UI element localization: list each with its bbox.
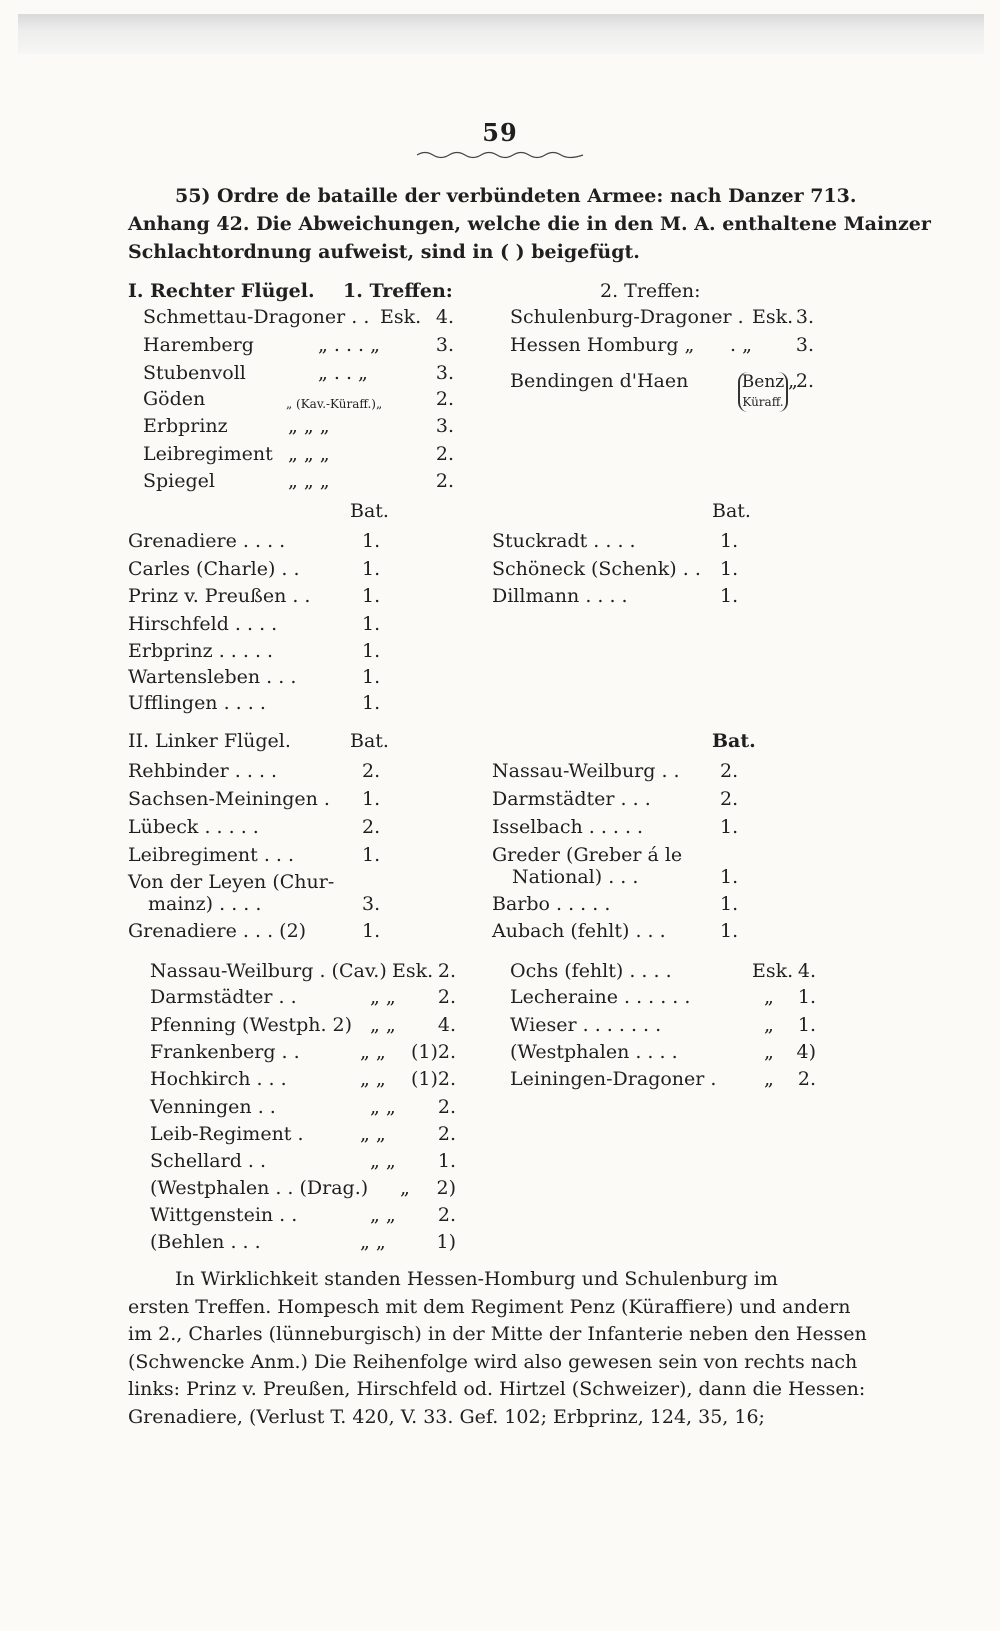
list-item-value: 1.: [720, 920, 739, 942]
list-item: Aubach (fehlt) . . .: [492, 920, 666, 942]
intro-line-3: Schlachtordnung aufweist, sind in ( ) beigefügt.: [128, 241, 640, 263]
list-item: Sachsen-Meiningen .: [128, 788, 330, 810]
list-item: Greder (Greber á le: [492, 844, 683, 866]
list-item-value: 2.: [435, 470, 454, 492]
scan-edge-band: [18, 14, 984, 54]
closing-line-4: (Schwencke Anm.) Die Reihenfolge wird also gewesen sein von rechts nach: [128, 1351, 858, 1373]
list-item: Ochs (fehlt) . . . .: [510, 960, 672, 982]
list-item-value: 2.: [797, 1068, 816, 1090]
list-item-unit: „ „ „: [288, 415, 330, 437]
list-item: (Westphalen . . . .: [510, 1041, 678, 1063]
section-heading-left-wing: II. Linker Flügel.: [128, 730, 291, 752]
list-item-value: 1.: [362, 920, 381, 942]
list-item: mainz) . . . .: [148, 893, 262, 915]
list-item: Wartensleben . . .: [128, 666, 297, 688]
list-item-bendingen: Bendingen d'Haen: [510, 370, 689, 392]
list-item-value: (1)2.: [410, 1041, 456, 1063]
list-item-value: 2.: [437, 1204, 456, 1226]
list-item-unit: „ „: [370, 1204, 396, 1226]
list-item: Schmettau-Dragoner . .: [143, 306, 370, 328]
list-item: Lecheraine . . . . . .: [510, 986, 691, 1008]
list-item-value: 1.: [362, 613, 381, 635]
list-item: Isselbach . . . . .: [492, 816, 644, 838]
list-item-unit: Esk.: [752, 960, 794, 982]
list-item: Leibregiment: [143, 443, 273, 465]
list-item: Erbprinz . . . . .: [128, 640, 274, 662]
bat-label: Bat.: [712, 500, 751, 522]
list-item-unit: „: [400, 1177, 410, 1199]
brace-bottom-text: Küraff.: [742, 395, 784, 409]
list-item-value: 4): [796, 1041, 816, 1063]
list-item: Barbo . . . . .: [492, 893, 611, 915]
list-item: Ufflingen . . . .: [128, 692, 266, 714]
list-item: Haremberg: [143, 334, 254, 356]
list-item-value: 1.: [720, 558, 739, 580]
list-item: Wieser . . . . . . .: [510, 1014, 662, 1036]
treffen-1-heading: 1. Treffen:: [343, 280, 453, 302]
closing-line-3: im 2., Charles (lünneburgisch) in der Mitte der Infanterie neben den Hessen: [128, 1323, 867, 1345]
list-item: National) . . .: [512, 866, 639, 888]
list-item-value: 1.: [362, 558, 381, 580]
list-item-value: 2.: [437, 986, 456, 1008]
list-item-unit: Esk.: [380, 306, 422, 328]
list-item: Schöneck (Schenk) . .: [492, 558, 701, 580]
list-item: Hessen Homburg „: [510, 334, 695, 356]
list-item: Dillmann . . . .: [492, 585, 628, 607]
list-item-value: 4.: [437, 1014, 456, 1036]
list-item-value: 2.: [720, 760, 739, 782]
closing-line-2: ersten Treffen. Hompesch mit dem Regiment Penz (Küraffiere) und andern: [128, 1296, 851, 1318]
list-item-value: 3.: [795, 306, 814, 328]
list-item: (Westphalen . . (Drag.): [150, 1177, 369, 1199]
list-item-unit: „ „: [360, 1123, 386, 1145]
list-item-value: 1.: [797, 986, 816, 1008]
list-item-unit: „ „ „: [288, 443, 330, 465]
list-item-unit: „ . . „: [318, 362, 368, 384]
list-item: Stuckradt . . . .: [492, 530, 636, 552]
list-item-value: 1.: [362, 640, 381, 662]
list-item-value: 1.: [362, 585, 381, 607]
list-item: Frankenberg . .: [150, 1041, 300, 1063]
list-item-value: 4.: [435, 306, 454, 328]
list-item-value: 3.: [795, 334, 814, 356]
list-item-unit: „ „: [370, 986, 396, 1008]
list-item-value: 3.: [435, 334, 454, 356]
list-item-value: 4.: [797, 960, 816, 982]
list-item-unit: „ „: [360, 1231, 386, 1253]
bat-label: Bat.: [712, 730, 756, 752]
list-item: Darmstädter . .: [150, 986, 297, 1008]
list-item-value: 1.: [720, 585, 739, 607]
list-item-value: 1.: [720, 530, 739, 552]
closing-line-5: links: Prinz v. Preußen, Hirschfeld od. Hirtzel (Schweizer), dann die Hessen:: [128, 1378, 866, 1400]
list-item: Erbprinz: [143, 415, 228, 437]
list-item: Göden: [143, 388, 206, 410]
list-item: Stubenvoll: [143, 362, 246, 384]
list-item-unit: . „: [730, 334, 752, 356]
list-item-value: 2.: [795, 370, 814, 392]
list-item-value: 3.: [435, 362, 454, 384]
list-item-unit: „ „ „: [288, 470, 330, 492]
list-item-value: 2.: [362, 760, 381, 782]
intro-line-1: 55) Ordre de bataille der verbündeten Armee: nach Danzer 713.: [175, 185, 857, 207]
list-item: Leib-Regiment .: [150, 1123, 304, 1145]
list-item-unit: „ „: [370, 1150, 396, 1172]
list-item-value: 1.: [720, 866, 739, 888]
list-item: Grenadiere . . . (2): [128, 920, 307, 942]
list-item: Wittgenstein . .: [150, 1204, 298, 1226]
list-item-value: 2.: [720, 788, 739, 810]
list-item-value: 1.: [797, 1014, 816, 1036]
list-item-value: 2): [436, 1177, 456, 1199]
bat-label: Bat.: [350, 730, 389, 752]
list-item-unit: „ „: [360, 1041, 386, 1063]
closing-line-6: Grenadiere, (Verlust T. 420, V. 33. Gef. 102; Erbprinz, 124, 35, 16;: [128, 1406, 765, 1428]
list-item-unit: „ „: [360, 1068, 386, 1090]
list-item: Prinz v. Preußen . .: [128, 585, 311, 607]
list-item-value: 1): [436, 1231, 456, 1253]
list-item: Von der Leyen (Chur-: [128, 871, 335, 893]
list-item: (Behlen . . .: [150, 1231, 261, 1253]
list-item: Nassau-Weilburg . .: [492, 760, 680, 782]
list-item-value: 1.: [362, 788, 381, 810]
page-number: 59: [482, 118, 518, 147]
list-item-unit: „ „: [370, 1096, 396, 1118]
list-item-unit: „ (Kav.-Küraff.)„: [286, 397, 383, 411]
list-item: Rehbinder . . . .: [128, 760, 278, 782]
list-item-value: 1.: [362, 844, 381, 866]
list-item-value: 2.: [437, 1123, 456, 1145]
list-item: Nassau-Weilburg . (Cav.): [150, 960, 387, 982]
list-item: Leibregiment . . .: [128, 844, 295, 866]
list-item-unit: Esk.: [392, 960, 434, 982]
list-item-unit: „: [764, 1041, 774, 1063]
list-item-value: 2.: [437, 1096, 456, 1118]
list-item-value: 2.: [435, 443, 454, 465]
list-item-value: 3.: [435, 415, 454, 437]
list-item-unit: „ . . . „: [318, 334, 380, 356]
list-item-value: 2.: [437, 960, 456, 982]
list-item: Hirschfeld . . . .: [128, 613, 278, 635]
list-item-value: 2.: [362, 816, 381, 838]
treffen-2-heading: 2. Treffen:: [600, 280, 701, 302]
intro-line-2: Anhang 42. Die Abweichungen, welche die in den M. A. enthaltene Mainzer: [128, 213, 931, 235]
list-item-unit: „: [764, 1014, 774, 1036]
list-item-unit: „ „: [370, 1014, 396, 1036]
bat-label: Bat.: [350, 500, 389, 522]
list-item-value: 1.: [362, 692, 381, 714]
list-item: Leiningen-Dragoner .: [510, 1068, 717, 1090]
list-item: Spiegel: [143, 470, 215, 492]
list-item-value: (1)2.: [410, 1068, 456, 1090]
brace-top-text: Benz: [741, 372, 785, 392]
list-item-unit: „: [764, 1068, 774, 1090]
list-item-unit: „: [788, 370, 798, 392]
list-item-unit: Esk.: [752, 306, 794, 328]
list-item: Schulenburg-Dragoner .: [510, 306, 744, 328]
list-item: Carles (Charle) . .: [128, 558, 300, 580]
list-item: Grenadiere . . . .: [128, 530, 286, 552]
list-item-value: 1.: [720, 893, 739, 915]
section-heading-right-wing: I. Rechter Flügel.: [128, 280, 315, 302]
list-item-value: 1.: [437, 1150, 456, 1172]
list-item-value: 1.: [720, 816, 739, 838]
list-item: Lübeck . . . . .: [128, 816, 259, 838]
list-item: Venningen . .: [150, 1096, 276, 1118]
list-item-value: 1.: [362, 666, 381, 688]
list-item: Hochkirch . . .: [150, 1068, 287, 1090]
list-item: Pfenning (Westph. 2): [150, 1014, 353, 1036]
list-item-value: 2.: [435, 388, 454, 410]
list-item: Schellard . .: [150, 1150, 267, 1172]
list-item-value: 3.: [362, 893, 381, 915]
ornament-rule: [415, 148, 585, 162]
list-item: Darmstädter . . .: [492, 788, 651, 810]
list-item-value: 1.: [362, 530, 381, 552]
list-item-unit: „: [764, 986, 774, 1008]
closing-line-1: In Wirklichkeit standen Hessen-Homburg und Schulenburg im: [175, 1268, 778, 1290]
